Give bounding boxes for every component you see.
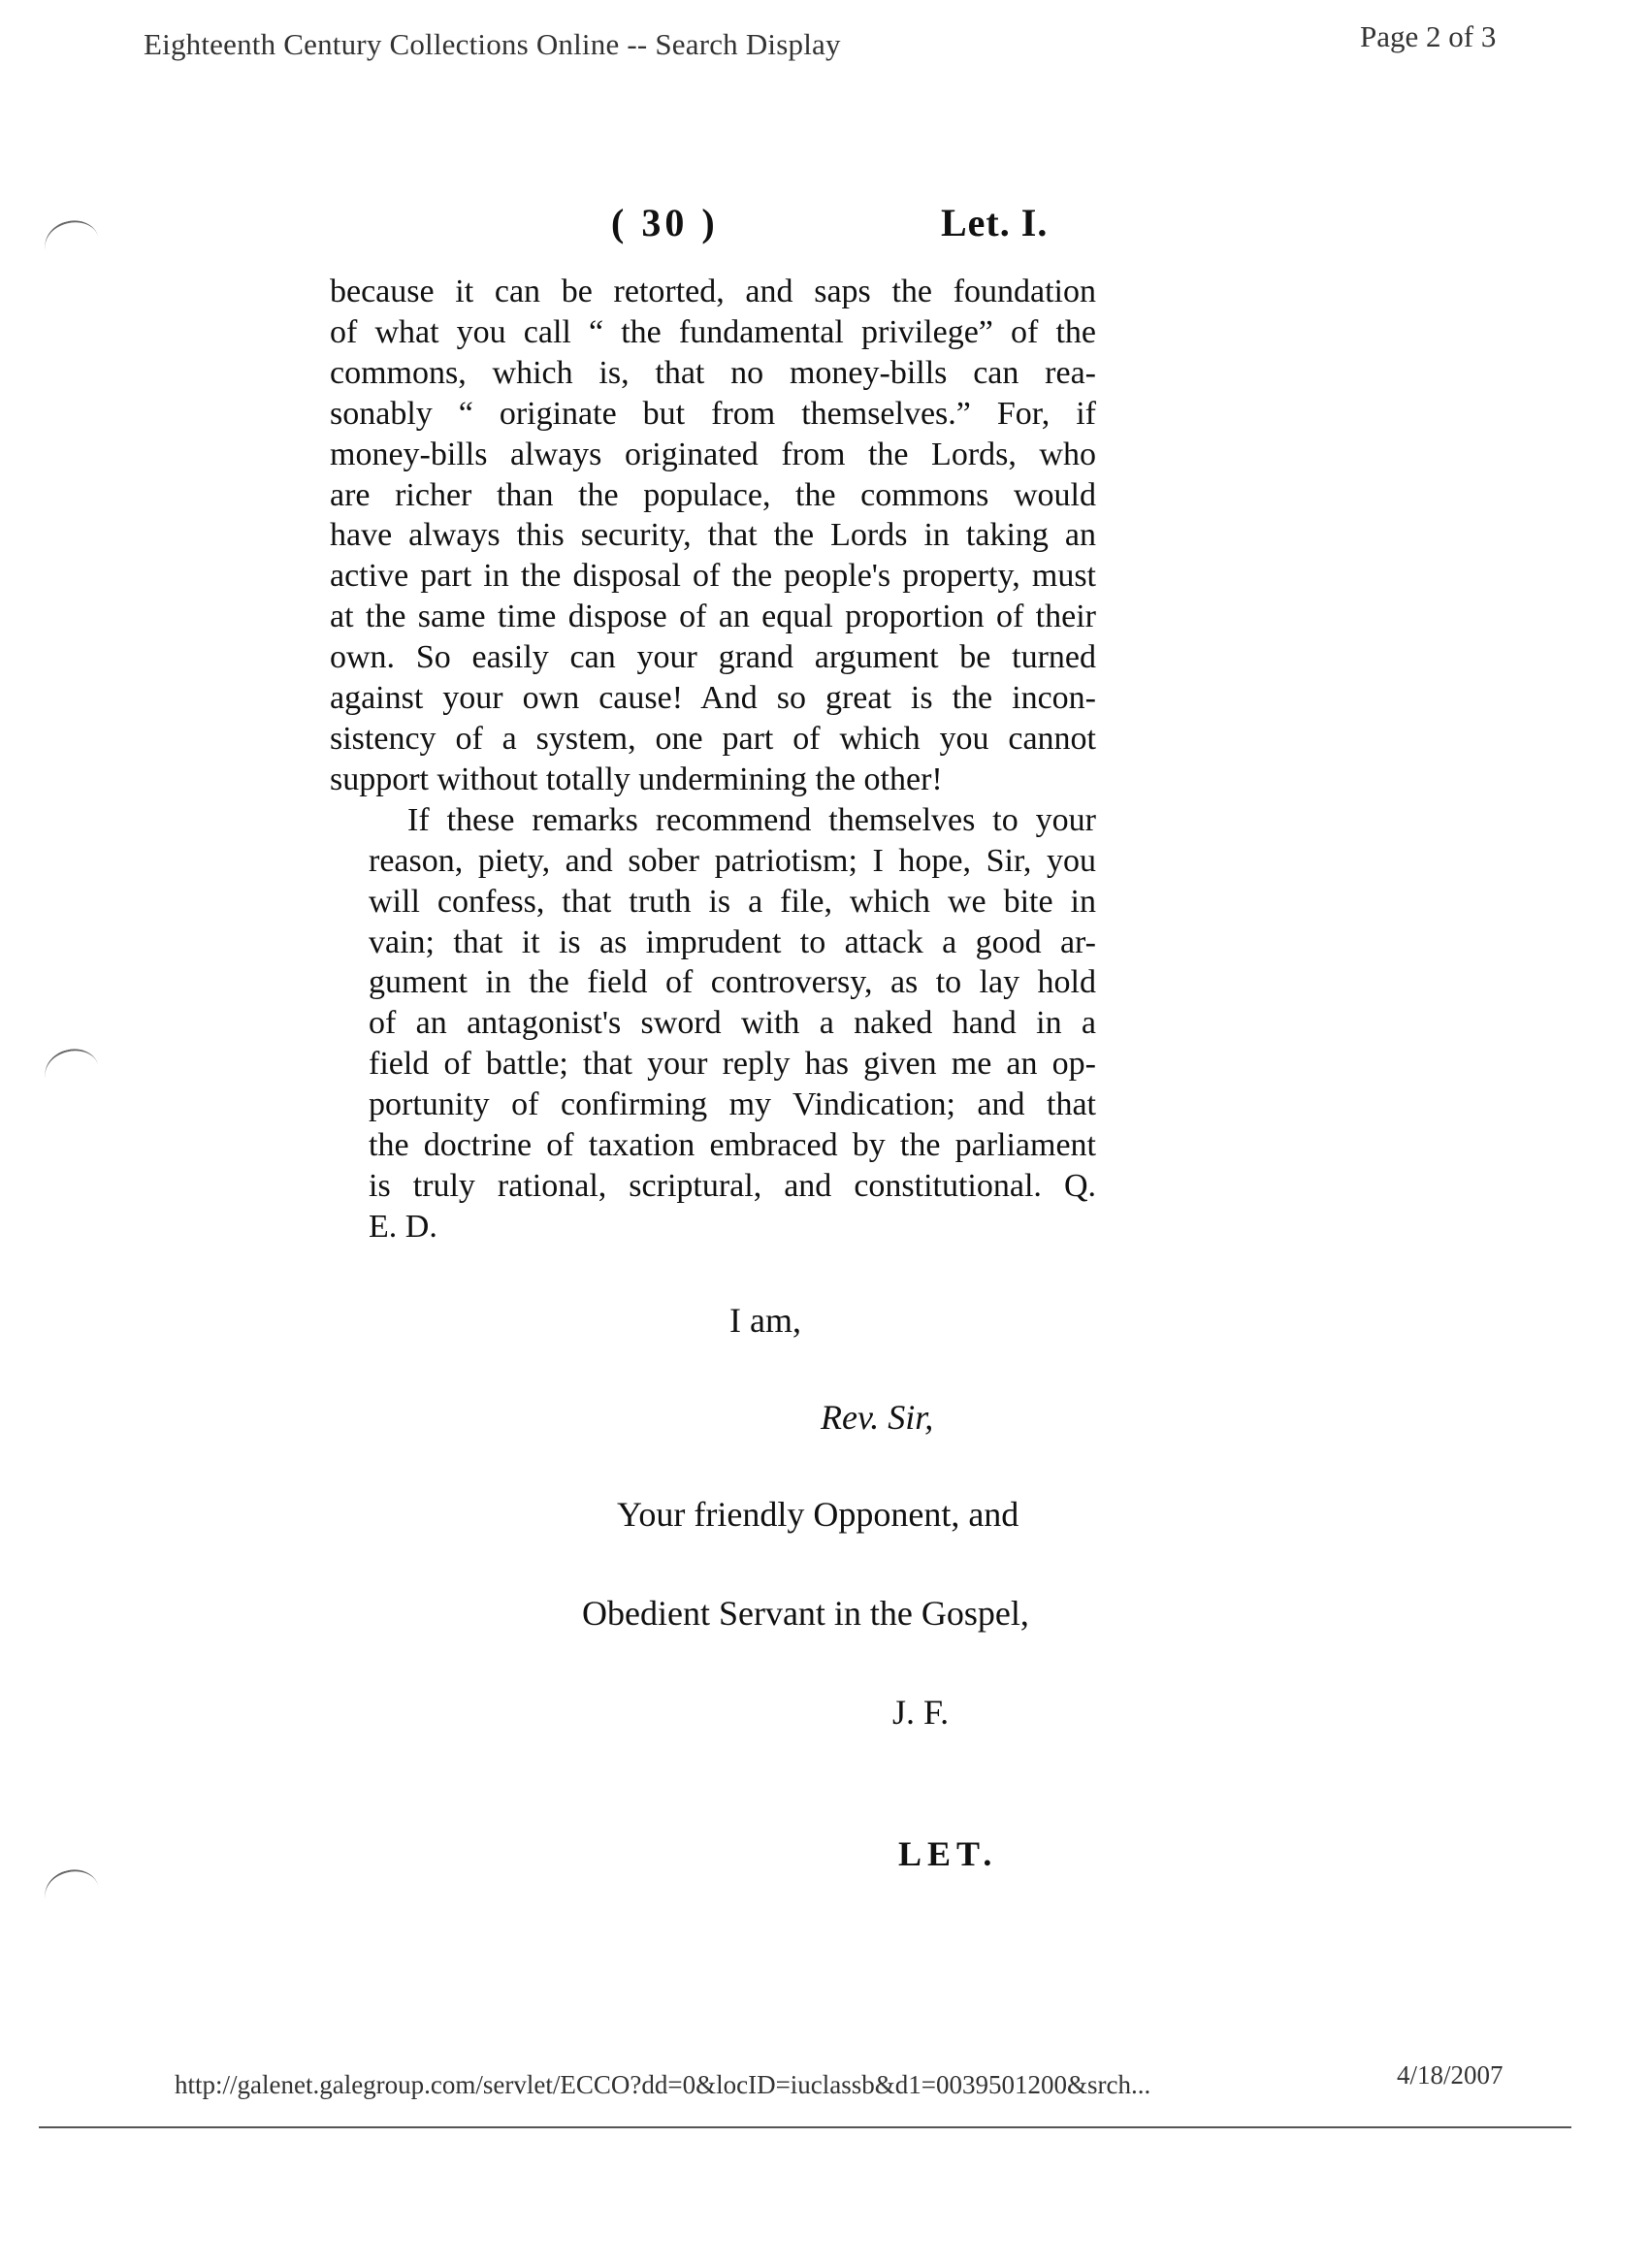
text-line: sonably “ originate but from themselves.” For, if xyxy=(330,395,1096,432)
print-footer-url: http://galenet.galegroup.com/servlet/ECCO?dd=0&locID=iuclassb&d1=0039501200&srch... xyxy=(175,2070,1151,2099)
closing-salutation: Rev. Sir, xyxy=(821,1398,934,1437)
text-line: because it can be retorted, and saps the foundation xyxy=(330,274,1096,309)
text-line: field of battle; that your reply has given me an op- xyxy=(369,1046,1096,1083)
punch-hole-mark-bottom xyxy=(40,1864,99,1904)
body-text xyxy=(330,272,1096,1247)
punch-hole-mark-middle xyxy=(40,1044,99,1084)
running-head-page-number: ( 30 ) xyxy=(611,201,719,244)
catchword: LET. xyxy=(898,1834,998,1873)
closing-line-1: Your friendly Opponent, and xyxy=(617,1495,1019,1534)
text-line: own. So easily can your grand argument be turned xyxy=(330,639,1096,676)
text-line: support without totally undermining the other! xyxy=(330,761,943,797)
text-line: have always this security, that the Lords in taking an xyxy=(330,517,1096,554)
text-line: If these remarks recommend themselves to your xyxy=(407,801,1096,838)
page-indicator: Page 2 of 3 xyxy=(1360,19,1497,53)
text-line: reason, piety, and sober patriotism; I hope, Sir, you xyxy=(369,842,1096,879)
closing-i-am: I am, xyxy=(729,1301,801,1340)
print-header-title: Eighteenth Century Collections Online -- Search Display xyxy=(144,27,841,61)
paragraph-1 xyxy=(330,272,1096,800)
footer-rule xyxy=(39,2126,1571,2128)
print-footer-date: 4/18/2007 xyxy=(1397,2060,1504,2090)
text-line: gument in the field of controversy, as to lay hold xyxy=(369,964,1096,1001)
text-line: at the same time dispose of an equal proportion of their xyxy=(330,599,1096,635)
text-line: will confess, that truth is a file, which we bite in xyxy=(369,883,1096,920)
signature: J. F. xyxy=(892,1693,950,1732)
text-line: vain; that it is as imprudent to attack a good ar- xyxy=(369,923,1096,960)
text-line: sistency of a system, one part of which you cannot xyxy=(330,720,1096,757)
scanned-page xyxy=(320,194,1116,1901)
running-head-letter-label: Let. I. xyxy=(941,201,1049,244)
closing-line-2: Obedient Servant in the Gospel, xyxy=(582,1594,1029,1633)
text-line: money-bills always originated from the Lords, who xyxy=(330,436,1096,472)
text-line: is truly rational, scriptural, and constitutional. Q. xyxy=(369,1167,1096,1204)
text-line: of an antagonist's sword with a naked hand in a xyxy=(369,1005,1096,1042)
text-line: commons, which is, that no money-bills can rea- xyxy=(330,354,1096,391)
text-line: are richer than the populace, the commons would xyxy=(330,476,1096,513)
text-line: active part in the disposal of the people's property, must xyxy=(330,558,1096,595)
punch-hole-mark-top xyxy=(40,215,99,255)
running-head xyxy=(320,194,1116,252)
text-line: the doctrine of taxation embraced by the parliament xyxy=(369,1127,1096,1164)
text-line: of what you call “ the fundamental privilege” of the xyxy=(330,313,1096,350)
text-line: E. D. xyxy=(369,1208,437,1245)
text-line: against your own cause! And so great is the incon- xyxy=(330,680,1096,717)
paragraph-2 xyxy=(330,800,1096,1247)
text-line: portunity of confirming my Vindication; and that xyxy=(369,1086,1096,1123)
